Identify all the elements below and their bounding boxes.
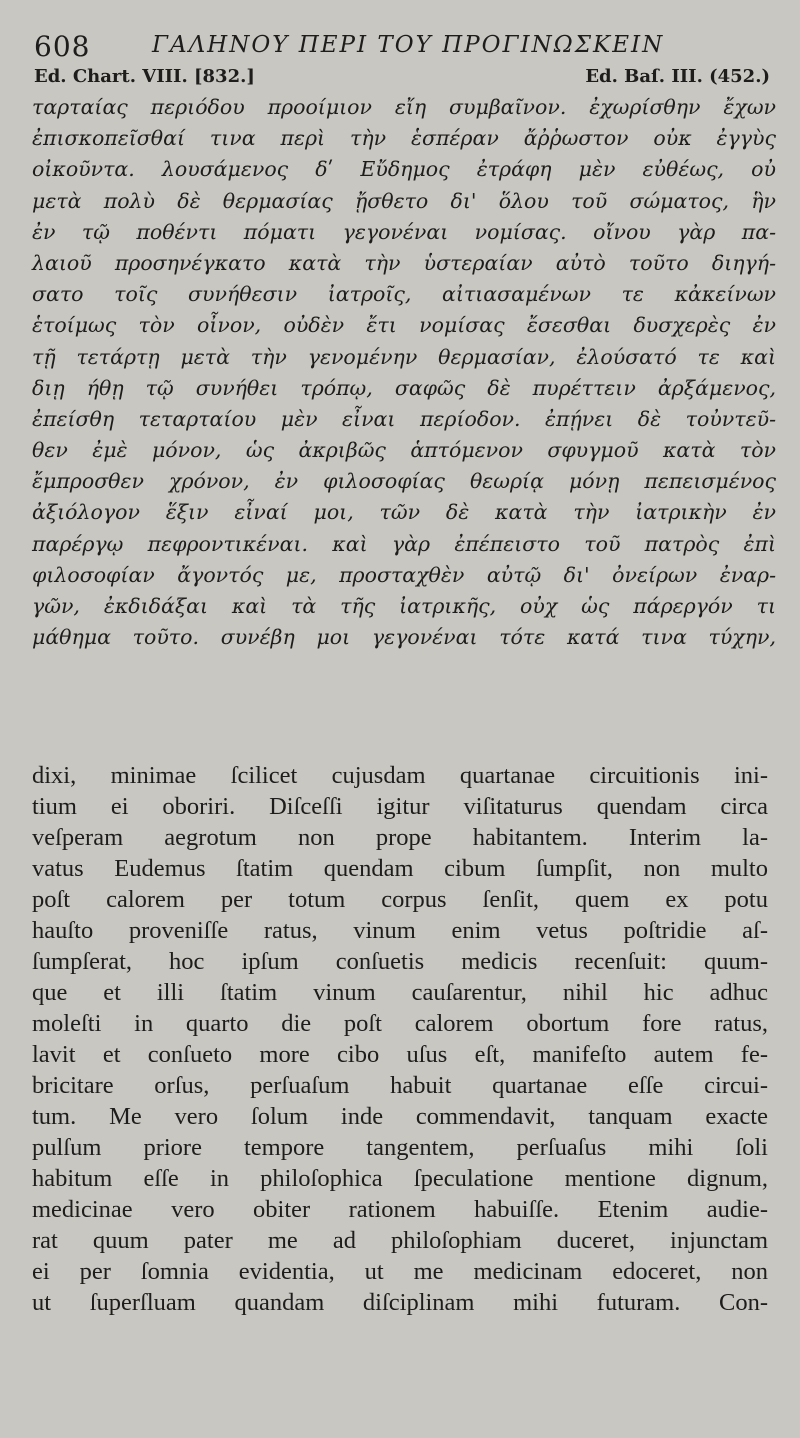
- edition-basel-reference: Ed. Baſ. III. (452.): [585, 66, 770, 87]
- edition-references: [34, 66, 770, 92]
- latin-text-line: habitum eſſe in philoſophica ſpeculatione mentione dignum,: [32, 1165, 768, 1192]
- latin-text-line: vatus Eudemus ſtatim quendam cibum ſumpſit, non multo: [32, 855, 768, 882]
- latin-text-line: poſt calorem per totum corpus ſenſit, quem ex potu: [32, 886, 768, 913]
- greek-text-line: διῃ ήθῃ τῷ συνήθει τρόπῳ, σαφῶς δὲ πυρέττειν ἀρξάμενος,: [32, 375, 776, 400]
- latin-text-line: moleſti in quarto die poſt calorem obortum fore ratus,: [32, 1010, 768, 1037]
- greek-text-block: [32, 92, 776, 653]
- greek-text-line: θεν ἐμὲ μόνον, ὡς ἀκριβῶς ἁπτόμενον σφυγμοῦ κατὰ τὸν: [32, 438, 776, 463]
- latin-text-line: ut ſuperſluam quandam diſciplinam mihi futuram. Con-: [32, 1289, 768, 1316]
- latin-text-line: que et illi ſtatim vinum cauſarentur, nihil hic adhuc: [32, 979, 768, 1006]
- greek-text-line: ταρταίας περιόδου προοίμιον εἴη συμβαῖνον. ἐχωρίσθην ἔχων: [32, 95, 776, 119]
- edition-chart-reference: Ed. Chart. VIII. [832.]: [34, 66, 255, 87]
- greek-text-line: μετὰ πολὺ δὲ θερμασίας ᾔσθετο δι' ὅλου τοῦ σώματος, ἣν: [32, 188, 776, 213]
- greek-text-line: φιλοσοφίαν ἄγοντός με, προσταχθὲν αὐτῷ δι' ὀνείρων ἐναρ-: [32, 562, 776, 587]
- latin-text-line: dixi, minimae ſcilicet cujusdam quartanae circuitionis ini-: [32, 762, 768, 789]
- latin-text-line: medicinae vero obiter rationem habuiſſe. Etenim audie-: [32, 1196, 768, 1223]
- greek-text-line: ἐπισκοπεῖσθαί τινα περὶ τὴν ἑσπέραν ἄῤῥωστον οὐκ ἐγγὺς: [32, 126, 776, 151]
- latin-text-line: veſperam aegrotum non prope habitantem. Interim la-: [32, 824, 768, 851]
- greek-text-line: οἰκοῦντα. λουσάμενος δʹ Εὔδημος ἐτράφη μὲν εὐθέως, οὐ: [32, 157, 776, 182]
- greek-text-line: παρέργῳ πεφροντικέναι. καὶ γὰρ ἐπέπειστο τοῦ πατρὸς ἐπὶ: [32, 531, 776, 556]
- greek-text-line: σατο τοῖς συνήθεσιν ἰατροῖς, αἰτιασαμένων τε κἀκείνων: [32, 282, 776, 307]
- latin-text-line: tum. Me vero ſolum inde commendavit, tanquam exacte: [32, 1103, 768, 1130]
- latin-translation-block: [32, 760, 768, 1318]
- latin-text-line: pulſum priore tempore tangentem, perſuaſus mihi ſoli: [32, 1134, 768, 1161]
- latin-text-line: rat quum pater me ad philoſophiam duceret, injunctam: [32, 1227, 768, 1254]
- greek-text-line: μάθημα τοῦτο. συνέβη μοι γεγονέναι τότε κατά τινα τύχην,: [32, 625, 776, 650]
- latin-text-line: bricitare orſus, perſuaſum habuit quartanae eſſe circui-: [32, 1072, 768, 1099]
- greek-text-line: ἀξιόλογον ἕξιν εἶναί μοι, τῶν δὲ κατὰ τὴν ἰατρικὴν ἐν: [32, 500, 776, 525]
- greek-text-line: ἔμπροσθεν χρόνον, ἐν φιλοσοφίας θεωρίᾳ μόνῃ πεπεισμένος: [32, 469, 776, 494]
- greek-text-line: ἑτοίμως τὸν οἶνον, οὐδὲν ἔτι νομίσας ἔσεσθαι δυσχερὲς ἐν: [32, 313, 776, 338]
- greek-text-line: ἐπείσθη τεταρταίου μὲν εἶναι περίοδον. ἐπῄνει δὲ τοὐντεῦ-: [32, 406, 776, 431]
- latin-text-line: ei per ſomnia evidentia, ut me medicinam edoceret, non: [32, 1258, 768, 1285]
- latin-text-line: ſumpſerat, hoc ipſum conſuetis medicis recenſuit: quum-: [32, 948, 768, 975]
- latin-text-line: tium ei oboriri. Diſceſſi igitur viſitaturus quendam circa: [32, 793, 768, 820]
- running-head: [34, 30, 760, 64]
- greek-text-line: λαιοῦ προσηνέγκατο κατὰ τὴν ὑστεραίαν αὐτὸ τοῦτο διηγή-: [32, 250, 776, 275]
- greek-text-line: ἐν τῷ ποθέντι πόματι γεγονέναι νομίσας. οἴνου γὰρ πα-: [32, 219, 776, 244]
- running-title: ΓΑΛΗΝΟΥ ΠΕΡΙ ΤΟΥ ΠΡΟΓΙΝΩΣΚΕΙΝ: [152, 32, 665, 58]
- greek-text-line: τῇ τετάρτῃ μετὰ τὴν γενομένην θερμασίαν, ἐλούσατό τε καὶ: [32, 344, 776, 369]
- page-number: 608: [34, 30, 91, 63]
- latin-text-line: lavit et conſueto more cibo uſus eſt, manifeſto autem fe-: [32, 1041, 768, 1068]
- latin-text-line: hauſto proveniſſe ratus, vinum enim vetus poſtridie aſ-: [32, 917, 768, 944]
- greek-text-line: γῶν, ἐκδιδάξαι καὶ τὰ τῆς ἰατρικῆς, οὐχ ὡς πάρεργόν τι: [32, 594, 776, 618]
